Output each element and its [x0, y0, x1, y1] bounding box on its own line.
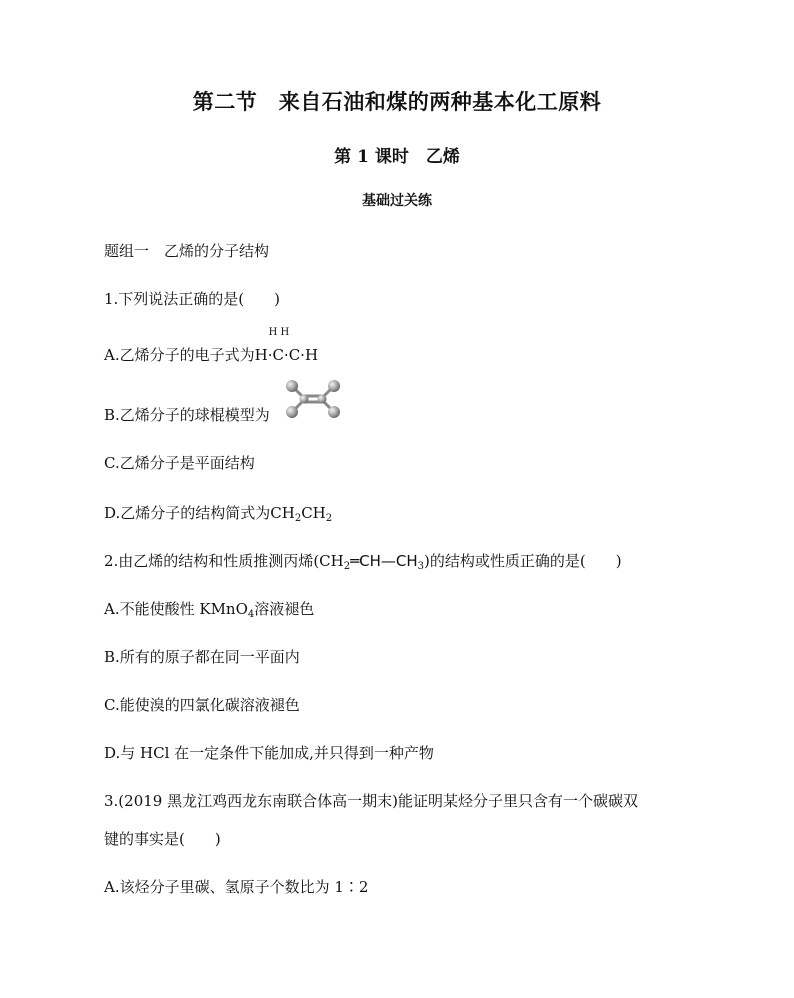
electron-formula-main: H·C·C·H: [254, 346, 319, 364]
q2-option-a: [104, 598, 314, 619]
lesson-subtitle: 第 1 课时 乙烯: [334, 147, 460, 167]
ethylene-electron-formula: [254, 327, 319, 364]
q3-stem-line1: 3.(2019 黑龙江鸡西龙东南联合体高一期末)能证明某烃分子里只含有一个碳碳双: [104, 792, 638, 810]
q2-stem-a: 2.由乙烯的结构和性质推测丙烯(CH: [104, 552, 344, 570]
q1-stem: 1.下列说法正确的是( ): [104, 290, 281, 308]
q1-option-d: [104, 502, 332, 523]
q2-option-d: D.与 HCl 在一定条件下能加成,并只得到一种产物: [104, 744, 434, 762]
q1-d-sub2: 2: [325, 513, 333, 524]
q1-d-formula-a: CH: [270, 504, 295, 522]
q1-d-sub1: 2: [294, 513, 302, 524]
q2-option-c: C.能使溴的四氯化碳溶液褪色: [104, 696, 300, 714]
q2-stem: [104, 550, 622, 571]
q2-option-b: B.所有的原子都在同一平面内: [104, 648, 300, 666]
q2-a-suffix: 溶液褪色: [254, 600, 315, 618]
q1-d-formula-b: CH: [301, 504, 326, 522]
q1-option-a: [104, 327, 319, 365]
q1-option-a-text: A.乙烯分子的电子式为: [104, 346, 255, 364]
group-heading: 题组一 乙烯的分子结构: [104, 242, 270, 260]
q2-stem-sub2: 3: [417, 561, 425, 572]
q3-option-a: A.该烃分子里碳、氢原子个数比为 1∶2: [104, 878, 369, 896]
q2-stem-b: ═CH—CH: [350, 552, 418, 570]
ethylene-ball-stick-model: [282, 378, 344, 420]
q1-option-d-text: D.乙烯分子的结构简式为: [104, 504, 271, 522]
q1-option-b: B.乙烯分子的球棍模型为: [104, 406, 270, 424]
q2-a-prefix: A.不能使酸性 KMnO: [104, 600, 248, 618]
section-heading: 基础过关练: [362, 193, 432, 209]
q3-stem-line2: 键的事实是( ): [104, 830, 221, 848]
q2-stem-c: )的结构或性质正确的是( ): [424, 552, 622, 570]
page-title: 第二节 来自石油和煤的两种基本化工原料: [192, 89, 602, 114]
q1-option-c: C.乙烯分子是平面结构: [104, 454, 255, 472]
q2-stem-sub1: 2: [343, 561, 351, 572]
q2-a-sub: 4: [247, 609, 255, 620]
electron-formula-top-h: H H: [268, 327, 290, 338]
